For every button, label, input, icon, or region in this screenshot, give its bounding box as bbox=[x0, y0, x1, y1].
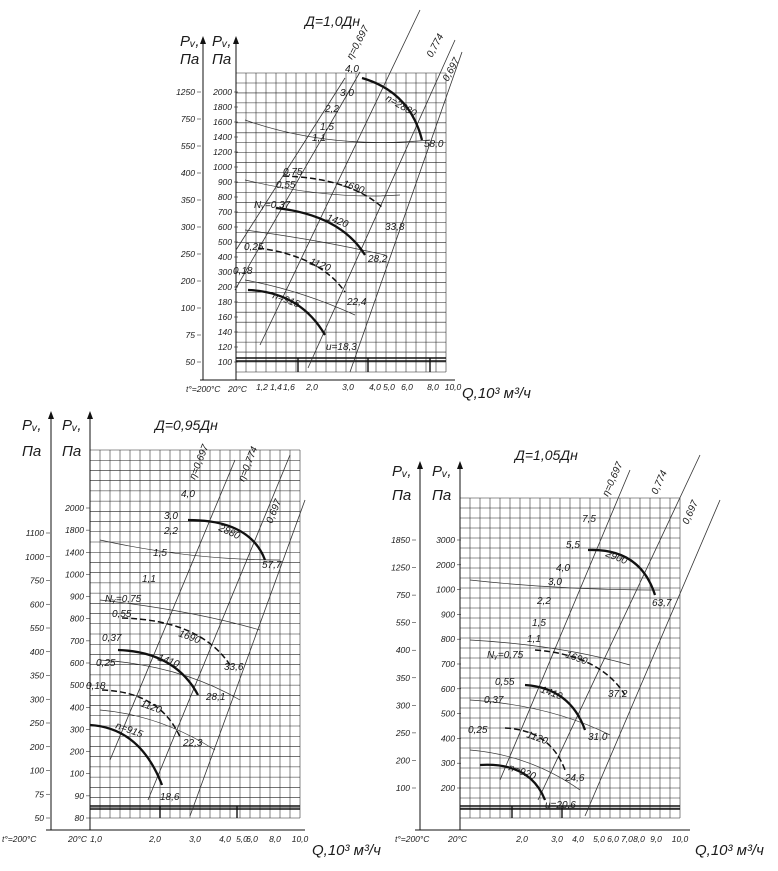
c2-y-arrow bbox=[87, 411, 93, 419]
c1-xtick: 10,0 bbox=[444, 382, 462, 392]
c1-xtick: 1,2 bbox=[256, 382, 268, 392]
c1-ytick-cold: 300 bbox=[217, 267, 232, 277]
c3-ytick-cold: 1000 bbox=[436, 584, 455, 595]
c1-temp-hot: t°=200°C bbox=[186, 384, 221, 394]
c1-ytick-hot: 1250 bbox=[176, 87, 195, 97]
c1-ytick-cold: 500 bbox=[217, 237, 232, 247]
c1-y-arrow bbox=[200, 36, 206, 44]
c1-power-label: 3,0 bbox=[340, 88, 354, 99]
c2-ytick-hot: 550 bbox=[29, 623, 44, 633]
c2-ylabel-left: Pᵥ, bbox=[22, 417, 42, 434]
c1-end-label: 28,2 bbox=[368, 254, 388, 265]
c3-power-label: 1,5 bbox=[532, 618, 546, 629]
c3-ytick-hot: 400 bbox=[395, 645, 410, 656]
c1-y-arrow bbox=[233, 36, 239, 44]
c1-xtick: 4,0 bbox=[369, 382, 381, 392]
c2-ytick-hot: 1100 bbox=[25, 528, 44, 538]
c2-ylabel-right: Pᵥ, bbox=[62, 417, 82, 434]
c1-eta-label: 0,697 bbox=[440, 56, 463, 84]
c3-series-label: n=920 bbox=[506, 762, 538, 783]
c1-power-label: 0,18 bbox=[233, 266, 253, 277]
c1-ytick-cold: 400 bbox=[217, 252, 232, 262]
c3-xtick: 6,0 bbox=[607, 834, 619, 844]
c3-ytick-cold: 900 bbox=[440, 609, 455, 620]
c3-ytick-cold: 300 bbox=[440, 758, 455, 769]
c1-ytick-hot: 200 bbox=[180, 276, 195, 286]
c1-ytick-cold: 180 bbox=[217, 297, 232, 307]
c2-xlabel: Q,10³ м³/ч bbox=[312, 842, 381, 859]
c3-ylabel-right: Па bbox=[432, 487, 452, 504]
c1-ytick-cold: 200 bbox=[217, 282, 232, 292]
c1-ylabel-left: Па bbox=[180, 51, 200, 68]
c3-ytick-hot: 350 bbox=[395, 672, 410, 683]
c1-ytick-hot: 50 bbox=[185, 357, 195, 367]
c3-power-label: 2,2 bbox=[537, 596, 551, 607]
c1-series-label: 1420 bbox=[324, 212, 350, 231]
c3-ylabel-left: Па bbox=[392, 487, 412, 504]
c3-power-label: 5,5 bbox=[566, 540, 580, 551]
c3-eta-label: 0,697 bbox=[680, 498, 701, 527]
c1-ytick-cold: 160 bbox=[217, 312, 232, 322]
c3-arc bbox=[470, 580, 660, 590]
c1-arc bbox=[245, 280, 355, 315]
c2-power-label: 3,0 bbox=[164, 511, 178, 522]
c3-ytick-hot: 300 bbox=[395, 700, 410, 711]
c1-ylabel-left: Pᵥ, bbox=[180, 33, 200, 50]
c3-ylabel-left: Pᵥ, bbox=[392, 463, 412, 480]
c3-xtick: 10,0 bbox=[671, 834, 689, 844]
c2-y-arrow bbox=[48, 411, 54, 419]
c3-xtick: 4,0 bbox=[572, 834, 584, 844]
c2-ytick-cold: 400 bbox=[69, 702, 84, 713]
c3-series-label: 1120 bbox=[524, 729, 549, 748]
c2-power-label: 1,1 bbox=[142, 574, 156, 585]
c3-title: Д=1,05Дн bbox=[515, 447, 578, 463]
c3-end-label: 24,6 bbox=[565, 773, 585, 784]
c1-ylabel-right: Pᵥ, bbox=[212, 33, 232, 50]
c2-xtick: 10,0 bbox=[291, 834, 309, 844]
c2-ytick-cold: 80 bbox=[74, 813, 84, 823]
c2-title: Д=0,95Дн bbox=[155, 417, 218, 433]
c2-xtick: 4,0 bbox=[219, 834, 231, 844]
c3-xtick: 9,0 bbox=[650, 834, 662, 844]
c3-ytick-cold: 700 bbox=[440, 659, 455, 669]
c2-ytick-hot: 750 bbox=[29, 575, 44, 586]
c2-ytick-cold: 900 bbox=[69, 591, 84, 602]
c3-power-label: 4,0 bbox=[556, 563, 570, 574]
c2-ytick-hot: 50 bbox=[34, 813, 44, 823]
c2-power-label: 0,18 bbox=[86, 681, 106, 692]
c2-ytick-cold: 100 bbox=[69, 768, 84, 779]
c3-ytick-cold: 200 bbox=[440, 783, 455, 793]
c2-ytick-hot: 75 bbox=[34, 789, 44, 800]
c1-ytick-cold: 2000 bbox=[213, 87, 232, 97]
c3-xtick: 2,0 bbox=[516, 834, 528, 844]
c2-ytick-hot: 200 bbox=[29, 741, 44, 752]
c3-xlabel: Q,10³ м³/ч bbox=[695, 842, 764, 859]
c3-end-label: 31,0 bbox=[588, 732, 608, 743]
c1-power-label: 0,75 bbox=[283, 167, 303, 178]
c3-temp-cold: 20°C bbox=[448, 834, 467, 844]
c3-power-label: 0,37 bbox=[484, 695, 504, 706]
c3-ytick-cold: 800 bbox=[440, 634, 455, 645]
c2-power-label: 1,5 bbox=[153, 548, 167, 559]
c3-xtick: 3,0 bbox=[551, 834, 563, 844]
c1-power-label: 4,0 bbox=[345, 64, 359, 75]
c1-ylabel-right: Па bbox=[212, 51, 232, 68]
c1-xtick: 2,0 bbox=[306, 382, 318, 392]
c3-power-label: Nᵧ=0,75 bbox=[487, 650, 524, 661]
c1-xtick: 8,0 bbox=[427, 382, 439, 392]
c2-temp-hot: t°=200°C bbox=[2, 834, 37, 844]
c2-power-label: 2,2 bbox=[164, 526, 178, 537]
c2-ytick-hot: 400 bbox=[29, 646, 44, 657]
c1-ytick-hot: 75 bbox=[185, 330, 195, 340]
c3-ytick-hot: 550 bbox=[395, 617, 410, 628]
c2-ytick-hot: 250 bbox=[29, 718, 44, 728]
c1-ytick-hot: 750 bbox=[180, 114, 195, 124]
c1-ytick-hot: 100 bbox=[180, 303, 195, 313]
c2-ytick-cold: 90 bbox=[74, 790, 84, 801]
c1-end-label: 22,4 bbox=[347, 297, 367, 308]
c1-series-label: 1690 bbox=[340, 178, 366, 197]
c2-ytick-cold: 700 bbox=[69, 635, 84, 646]
c3-ylabel-right: Pᵥ, bbox=[432, 463, 452, 480]
c2-power-label: 0,37 bbox=[102, 633, 122, 644]
c2-ytick-cold: 1000 bbox=[65, 569, 84, 580]
c1-eta-label: 0,774 bbox=[424, 32, 447, 60]
c3-ytick-hot: 250 bbox=[395, 727, 410, 738]
c3-ytick-cold: 600 bbox=[440, 683, 455, 694]
c3-ytick-cold: 500 bbox=[440, 708, 455, 719]
c2-ytick-cold: 300 bbox=[69, 724, 84, 735]
c2-xtick: 6,0 bbox=[246, 834, 258, 844]
c1-xtick: 3,0 bbox=[342, 382, 354, 392]
c3-ytick-cold: 2000 bbox=[436, 559, 455, 570]
c2-temp-cold: 20°C bbox=[68, 834, 87, 844]
c2-power-label: Nᵧ=0,75 bbox=[105, 594, 142, 605]
c2-power-label: 0,55 bbox=[112, 609, 132, 620]
c1-power-label: 1,5 bbox=[320, 122, 334, 133]
c1-ytick-cold: 900 bbox=[217, 177, 232, 187]
c2-ylabel-right: Па bbox=[62, 443, 82, 460]
c2-ytick-hot: 100 bbox=[29, 765, 44, 776]
c2-series-label: n=915 bbox=[113, 720, 145, 741]
c3-eta-label: η=0,697 bbox=[600, 460, 626, 499]
c1-power-label: 2,2 bbox=[325, 104, 339, 115]
c3-y-arrow bbox=[457, 461, 463, 469]
c1-ytick-hot: 250 bbox=[180, 249, 195, 259]
c3-y-arrow bbox=[417, 461, 423, 469]
c1-power-label: 0,55 bbox=[276, 180, 296, 191]
c3-ytick-hot: 100 bbox=[395, 783, 410, 793]
c2-ytick-hot: 600 bbox=[29, 599, 44, 610]
c1-ytick-cold: 1200 bbox=[213, 147, 232, 157]
c1-ytick-hot: 550 bbox=[180, 141, 195, 151]
c3-xtick: 5,0 bbox=[593, 834, 605, 844]
c3-series-label: 1410 bbox=[538, 684, 564, 703]
c3-ytick-cold: 3000 bbox=[436, 535, 455, 545]
c2-ytick-cold: 1800 bbox=[65, 525, 84, 536]
c2-ytick-cold: 1400 bbox=[65, 547, 84, 558]
c2-ytick-hot: 350 bbox=[29, 670, 44, 681]
c1-eta-ray bbox=[308, 40, 455, 368]
c1-series-label: n=2880 bbox=[383, 93, 419, 120]
c2-ytick-hot: 1000 bbox=[25, 551, 44, 562]
c1-power-label: Nᵧ=0,37 bbox=[254, 200, 291, 211]
c1-title: Д=1,0Дн bbox=[305, 13, 361, 29]
c2-ytick-cold: 600 bbox=[69, 658, 84, 668]
c2-ytick-hot: 300 bbox=[29, 694, 44, 705]
c3-ytick-hot: 1250 bbox=[391, 562, 410, 573]
c1-ytick-cold: 1000 bbox=[213, 162, 232, 172]
c2-eta-label: 0,697 bbox=[264, 497, 285, 526]
c1-ytick-cold: 600 bbox=[217, 222, 232, 232]
c3-ytick-hot: 750 bbox=[395, 590, 410, 601]
c3-ytick-cold: 400 bbox=[440, 733, 455, 744]
c3-series-label: 2900 bbox=[603, 548, 629, 568]
c1-end-label: u=18,3 bbox=[326, 342, 357, 353]
c1-end-label: 33,8 bbox=[385, 222, 405, 233]
c2-series-label: 1690 bbox=[176, 628, 202, 647]
c1-ytick-cold: 700 bbox=[217, 207, 232, 217]
c2-xtick: 5,0 bbox=[236, 834, 248, 844]
c3-power-label: 3,0 bbox=[548, 577, 562, 588]
c1-power-label: 0,25 bbox=[244, 242, 264, 253]
c2-end-label: 33,6 bbox=[224, 662, 244, 673]
c1-ytick-hot: 400 bbox=[180, 168, 195, 178]
c3-power-label: 1,1 bbox=[527, 634, 541, 645]
c2-ytick-cold: 2000 bbox=[65, 503, 84, 513]
c1-xlabel: Q,10³ м³/ч bbox=[462, 385, 531, 402]
c2-xtick: 1,0 bbox=[90, 834, 102, 844]
c3-end-label: 37,2 bbox=[608, 689, 628, 700]
c1-xtick: 5,0 bbox=[383, 382, 395, 392]
c3-power-label: 0,55 bbox=[495, 677, 515, 688]
c2-eta-ray bbox=[190, 500, 305, 816]
c1-temp-cold: 20°C bbox=[228, 384, 247, 394]
c3-power-label: 0,25 bbox=[468, 725, 488, 736]
c1-ytick-cold: 140 bbox=[217, 327, 232, 337]
c2-end-label: 22,3 bbox=[183, 738, 203, 749]
c3-ytick-hot: 200 bbox=[395, 755, 410, 766]
c2-series-label: 1120 bbox=[138, 698, 163, 717]
c1-ytick-cold: 1800 bbox=[213, 102, 232, 112]
c2-power-label: 0,25 bbox=[96, 658, 116, 669]
c3-eta-label: 0,774 bbox=[649, 468, 670, 497]
c2-power-label: 4,0 bbox=[181, 489, 195, 500]
c1-ytick-cold: 1400 bbox=[213, 132, 232, 142]
c1-arc bbox=[245, 120, 430, 143]
c3-eta-ray bbox=[500, 470, 630, 783]
c3-ytick-hot: 1850 bbox=[391, 535, 410, 545]
c2-xtick: 3,0 bbox=[189, 834, 201, 844]
c1-ytick-cold: 120 bbox=[217, 342, 232, 352]
c3-temp-hot: t°=200°C bbox=[395, 834, 430, 844]
c3-series-label: 1690 bbox=[563, 649, 589, 668]
c2-ytick-cold: 800 bbox=[69, 613, 84, 624]
c2-series-label: 2880 bbox=[216, 522, 242, 543]
c3-power-label: 7,5 bbox=[582, 514, 596, 525]
c1-eta-label: η=0,697 bbox=[344, 24, 372, 62]
c2-end-label: 28,1 bbox=[206, 692, 226, 703]
c3-end-label: 63,7 bbox=[652, 598, 672, 609]
c1-power-label: 1,1 bbox=[312, 133, 326, 144]
c1-ytick-cold: 100 bbox=[217, 357, 232, 367]
c1-series-label: n=915 bbox=[270, 290, 302, 311]
c1-ytick-cold: 1600 bbox=[213, 117, 232, 127]
c2-xtick: 2,0 bbox=[149, 834, 161, 844]
c2-end-label: 57,7 bbox=[262, 560, 282, 571]
c1-ytick-hot: 350 bbox=[180, 195, 195, 205]
c2-xtick: 8,0 bbox=[269, 834, 281, 844]
c2-end-label: 18,6 bbox=[160, 792, 180, 803]
c2-eta-label: η=0,774 bbox=[236, 445, 261, 484]
c2-series-label: 1410 bbox=[155, 652, 181, 671]
c1-xtick: 1,6 bbox=[283, 382, 295, 392]
c1-ytick-cold: 800 bbox=[217, 192, 232, 202]
c1-xtick: 1,4 bbox=[270, 382, 282, 392]
c2-ylabel-left: Па bbox=[22, 443, 42, 460]
c3-xtick: 8,0 bbox=[633, 834, 645, 844]
c2-ytick-cold: 500 bbox=[69, 680, 84, 691]
c1-ytick-hot: 300 bbox=[180, 222, 195, 232]
c1-end-label: 58,0 bbox=[424, 139, 444, 150]
c2-eta-label: η=0,697 bbox=[187, 443, 212, 482]
c2-eta-ray bbox=[148, 455, 290, 800]
c3-xtick: 7,0 bbox=[621, 834, 633, 844]
c2-ytick-cold: 200 bbox=[69, 746, 84, 757]
c1-xtick: 6,0 bbox=[401, 382, 413, 392]
c1-series-label: 1120 bbox=[307, 256, 332, 275]
c3-end-label: u=20,6 bbox=[545, 800, 576, 811]
